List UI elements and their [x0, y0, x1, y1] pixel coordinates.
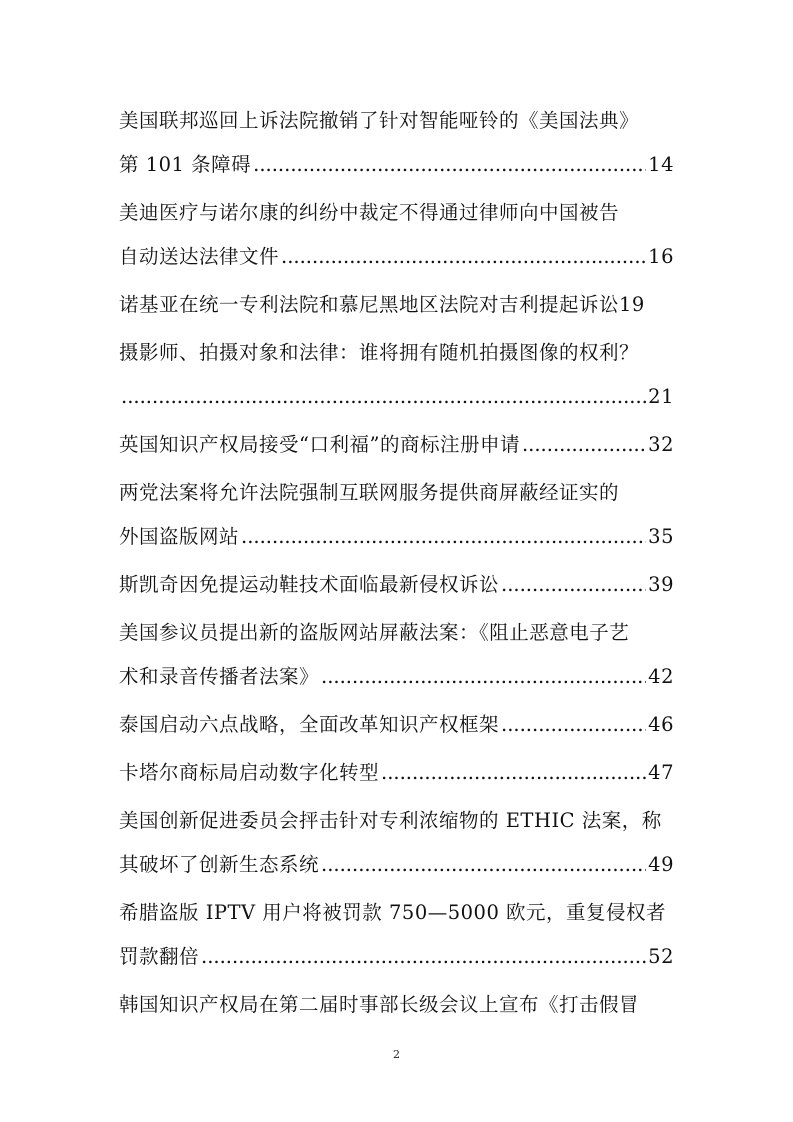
- toc-entry-last-line: [119, 942, 674, 972]
- toc-page-number: 42: [648, 665, 674, 688]
- toc-entry[interactable]: [119, 758, 674, 788]
- dot-leader: [321, 850, 646, 880]
- dot-leader: [241, 522, 646, 552]
- toc-entry-title-line: 美迪医疗与诺尔康的纠纷中裁定不得通过律师向中国被告: [119, 201, 620, 224]
- toc-page-number: 52: [648, 945, 674, 968]
- toc-page-number: 32: [648, 433, 674, 456]
- dot-leader: [201, 942, 646, 972]
- toc-page-number: 21: [648, 385, 674, 408]
- toc-entry-title-end: 罚款翻倍: [119, 945, 200, 968]
- toc-entry-last-line: [119, 662, 674, 692]
- dot-leader: [501, 570, 646, 600]
- toc-entry-last-line: [119, 850, 674, 880]
- toc-page-number: 19: [619, 293, 645, 316]
- toc-entry[interactable]: [119, 898, 674, 972]
- toc-entry-last-line: [119, 290, 674, 320]
- toc-entry-title-end: 术和录音传播者法案》: [119, 665, 320, 688]
- toc-entry-last-line: [119, 758, 674, 788]
- toc-entry-last-line: [119, 150, 674, 180]
- toc-entry-title-line: 摄影师、拍摄对象和法律：谁将拥有随机拍摄图像的权利？: [119, 341, 640, 364]
- toc-entry-title-end: 泰国启动六点战略，全面改革知识产权框架: [119, 713, 500, 736]
- toc-entry-title-end: 第 101 条障碍: [119, 153, 252, 176]
- toc-entry[interactable]: [119, 430, 674, 460]
- toc-entry[interactable]: [119, 570, 674, 600]
- toc-page-number: 46: [648, 713, 674, 736]
- toc-entry-title-end: 斯凯奇因免提运动鞋技术面临最新侵权诉讼: [119, 573, 500, 596]
- table-of-contents: [119, 106, 674, 1020]
- toc-entry[interactable]: [119, 618, 674, 692]
- toc-entry-last-line: [119, 522, 674, 552]
- toc-page-number: 39: [648, 573, 674, 596]
- dot-leader: [501, 710, 646, 740]
- toc-entry-title-line: 希腊盗版 IPTV 用户将被罚款 750—5000 欧元，重复侵权者: [119, 901, 667, 924]
- toc-entry-last-line: [119, 242, 674, 272]
- toc-entry[interactable]: [119, 806, 674, 880]
- toc-entry-title-end: 卡塔尔商标局启动数字化转型: [119, 761, 380, 784]
- dot-leader: [121, 382, 646, 412]
- toc-entry[interactable]: [119, 290, 674, 320]
- dot-leader: [253, 150, 646, 180]
- toc-entry-truncated[interactable]: 韩国知识产权局在第二届时事部长级会议上宣布《打击假冒: [119, 993, 640, 1016]
- toc-entries: [119, 106, 674, 972]
- toc-entry-title-line: 美国参议员提出新的盗版网站屏蔽法案：《阻止恶意电子艺: [119, 621, 630, 644]
- toc-entry-title-end: 英国知识产权局接受“口利福”的商标注册申请: [119, 433, 520, 456]
- toc-entry[interactable]: [119, 338, 674, 412]
- toc-entry[interactable]: [119, 106, 674, 180]
- toc-entry-title-end: 其破坏了创新生态系统: [119, 853, 320, 876]
- toc-entry-last-line: [119, 382, 674, 412]
- dot-leader: [522, 430, 646, 460]
- toc-page-number: 14: [648, 153, 674, 176]
- toc-entry[interactable]: [119, 710, 674, 740]
- toc-entry-last-line: [119, 710, 674, 740]
- dot-leader: [381, 758, 646, 788]
- toc-entry-title-line: 两党法案将允许法院强制互联网服务提供商屏蔽经证实的: [119, 481, 620, 504]
- toc-entry-last-line: [119, 430, 674, 460]
- toc-entry[interactable]: [119, 478, 674, 552]
- toc-page-number: 49: [648, 853, 674, 876]
- toc-entry-title-line: 美国创新促进委员会抨击针对专利浓缩物的 ETHIC 法案，称: [119, 809, 662, 832]
- page-number: 2: [393, 1048, 400, 1061]
- toc-entry-title-line: 美国联邦巡回上诉法院撤销了针对智能哑铃的《美国法典》: [119, 109, 640, 132]
- toc-page-number: 47: [648, 761, 674, 784]
- toc-entry[interactable]: [119, 198, 674, 272]
- toc-page-number: 16: [648, 245, 674, 268]
- dot-leader: [321, 662, 646, 692]
- toc-entry-title-end: 诺基亚在统一专利法院和慕尼黑地区法院对吉利提起诉讼: [119, 293, 620, 316]
- toc-entry-title-end: 外国盗版网站: [119, 525, 240, 548]
- toc-entry-last-line: [119, 570, 674, 600]
- toc-entry-title-end: 自动送达法律文件: [119, 245, 280, 268]
- toc-page-number: 35: [648, 525, 674, 548]
- dot-leader: [281, 242, 646, 272]
